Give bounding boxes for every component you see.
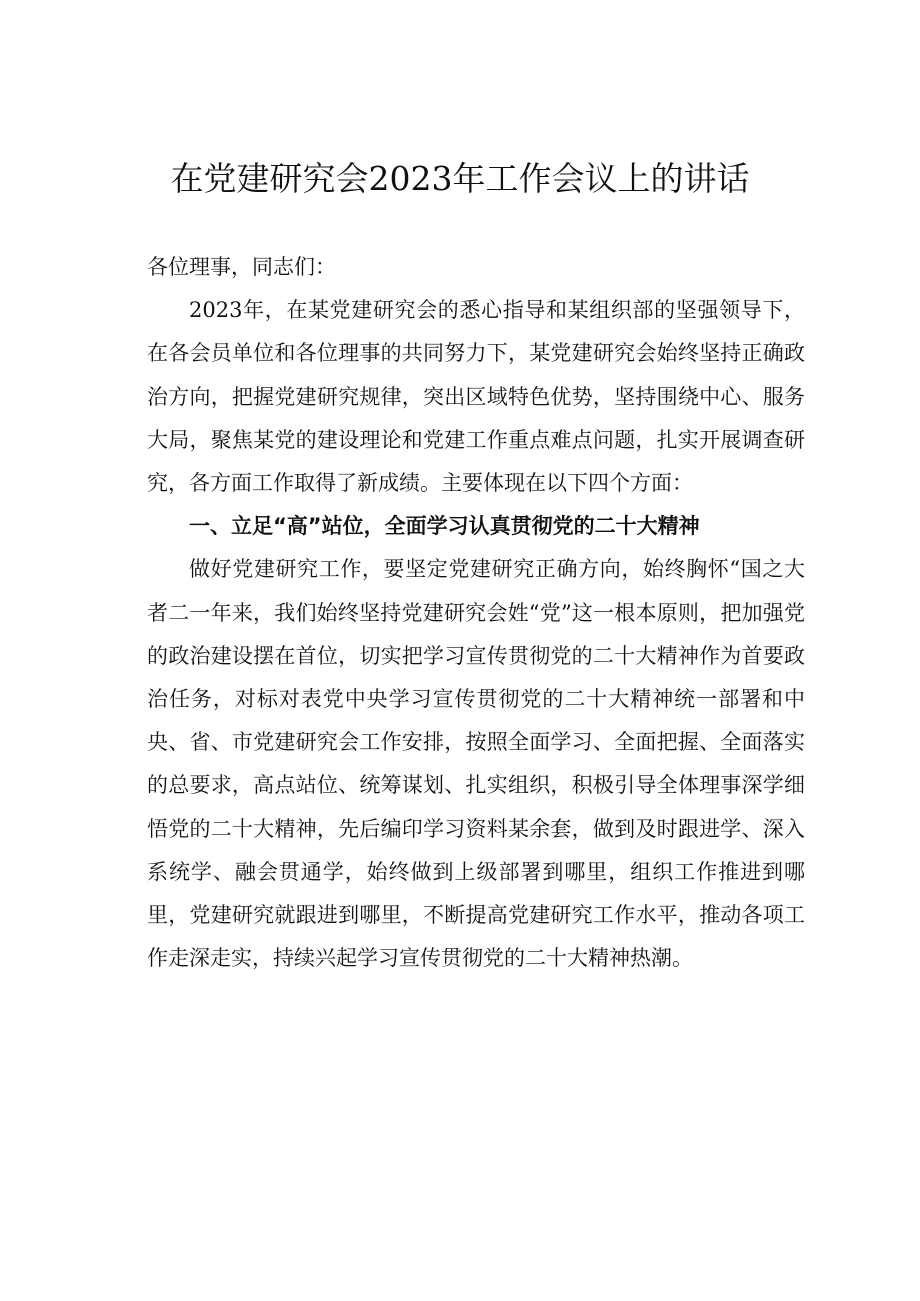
intro-paragraph: 2023年，在某党建研究会的悉心指导和某组织部的坚强领导下，在各会员单位和各位理事的共同努力下，某党建研究会始终坚持正确政治方向，把握党建研究规律，突出区域特色优势，坚持围绕中心、服务大局，聚焦某党的建设理论和党建工作重点难点问题，扎实开展调查研究，各方面工作取得了新成绩。主要体现在以下四个方面： [147,298,805,496]
salutation: 各位理事，同志们： [147,255,336,279]
document-title: 在党建研究会2023年工作会议上的讲话 [170,159,750,198]
section-heading-1: 一、立足“高”站位，全面学习认真贯彻党的二十大精神 [189,514,700,539]
section-1-paragraph: 做好党建研究工作，要坚定党建研究正确方向，始终胸怀“国之大者二一年来，我们始终坚持党建研究会姓“党”这一根本原则，把加强党的政治建设摆在首位，切实把学习宣传贯彻党的二十大精神作为首要政治任务，对标对表党中央学习宣传贯彻党的二十大精神统一部署和中央、省、市党建研究会工作安排，按照全面学习、全面把握、全面落实的总要求，高点站位、统筹谋划、扎实组织，积极引导全体理事深学细悟党的二十大精神，先后编印学习资料某余套，做到及时跟进学、深入系统学、融会贯通学，始终做到上级部署到哪里，组织工作推进到哪里，党建研究就跟进到哪里，不断提高党建研究工作水平，推动各项工作走深走实，持续兴起学习宣传贯彻党的二十大精神热潮。 [147,557,805,971]
document-body [147,246,805,980]
